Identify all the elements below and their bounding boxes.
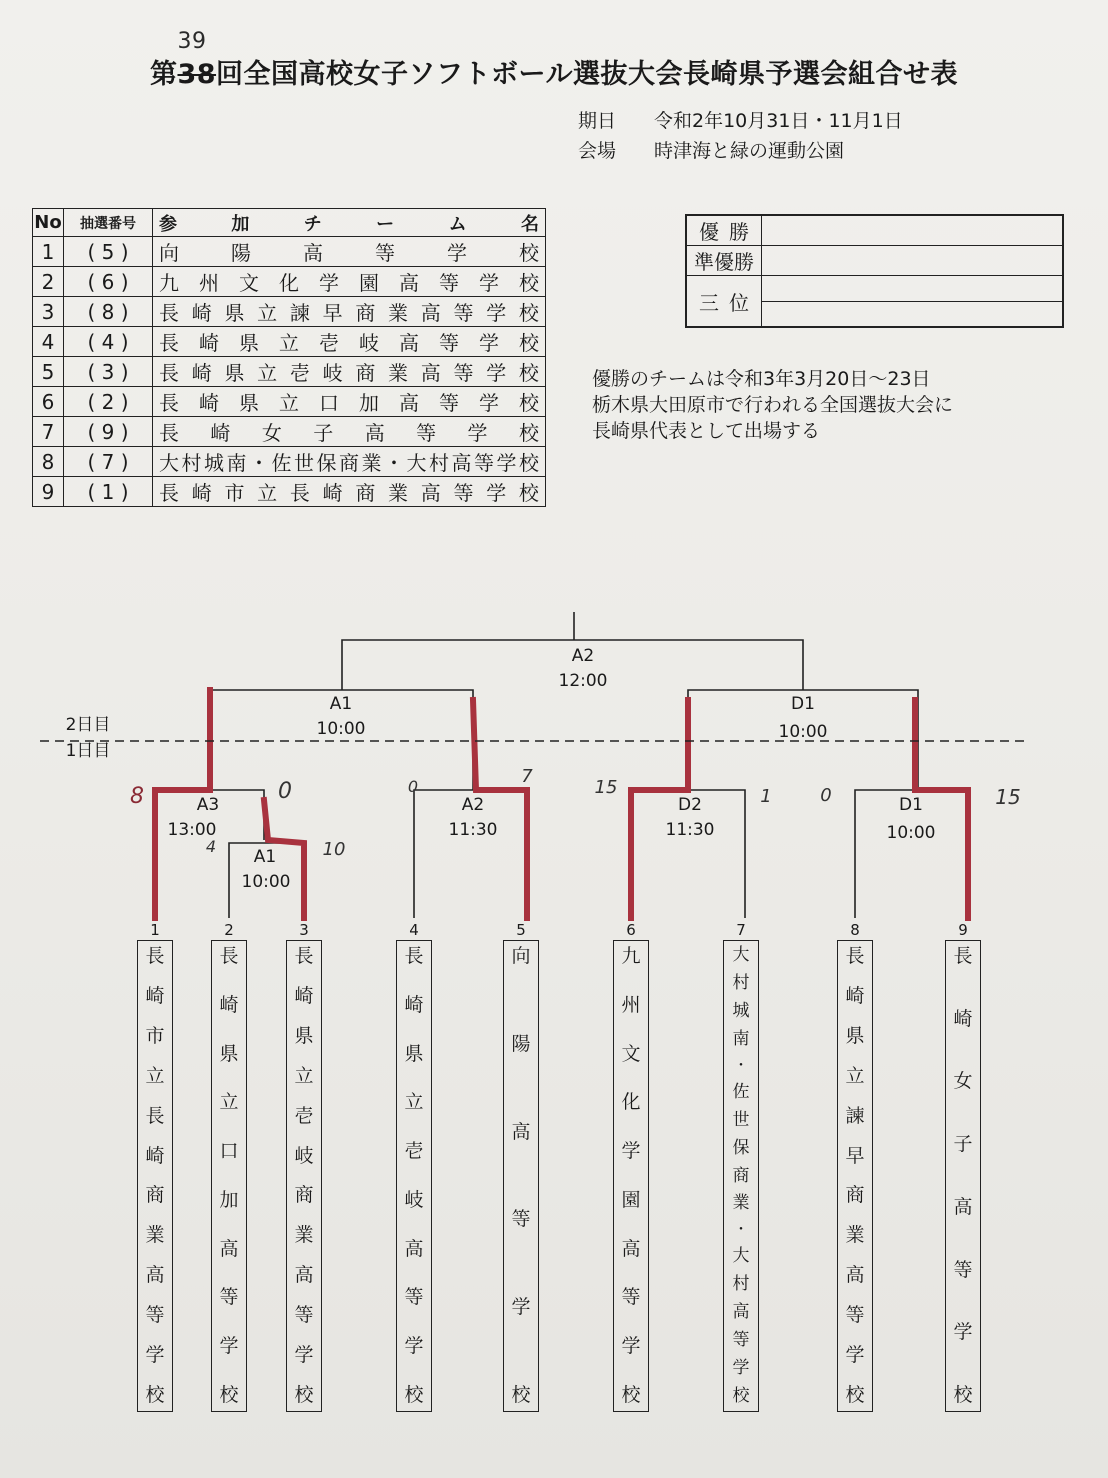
team-slot-box: 長 崎 県 立 口 加 高 等 学 校 (211, 940, 247, 1412)
slot-number: 3 (299, 921, 309, 939)
participant-name: 長 崎 市 立 長 崎 商 業 高 等 学 校 (159, 481, 539, 505)
event-venue: 会場 時津海と緑の運動公園 (578, 140, 845, 162)
participant-name: 長 崎 女 子 高 等 学 校 (159, 421, 539, 445)
participant-name: 九 州 文 化 学 園 高 等 学 校 (159, 271, 539, 295)
struck-edition-number: 39 38 (177, 29, 217, 90)
day2-label: 2日目 (65, 715, 111, 735)
participant-row: 4 ( 4 ) 長 崎 県 立 壱 岐 高 等 学 校 (33, 327, 546, 357)
score-slot2: 4 (205, 837, 217, 856)
game-a2-time: 11:30 (448, 820, 498, 840)
team-name-header: 参 加 チ ー ム 名 (159, 213, 539, 235)
slot-number: 8 (850, 921, 860, 939)
winner-label: 優 勝 (699, 220, 749, 244)
game-a2-code: A2 (461, 795, 485, 815)
score-slot9: 15 (995, 785, 1021, 809)
score-slot2-top: 0 (278, 779, 292, 804)
semi-right-time: 10:00 (778, 722, 828, 742)
slot-number: 2 (224, 921, 234, 939)
participant-row: 9 ( 1 ) 長 崎 市 立 長 崎 商 業 高 等 学 校 (33, 477, 546, 507)
day1-label: 1日目 (65, 741, 111, 761)
score-slot3: 10 (322, 839, 346, 860)
participant-name: 長 崎 県 立 口 加 高 等 学 校 (159, 391, 539, 415)
participants-table-header: No 抽選番号 参 加 チ ー ム 名 (33, 209, 546, 237)
participant-name: 長 崎 県 立 壱 岐 高 等 学 校 (159, 331, 539, 355)
page-title: 第 39 38回全国高校女子ソフトボール選抜大会長崎県予選会組合せ表 (149, 29, 959, 90)
game-a3-code: A3 (196, 795, 220, 815)
participant-row: 2 ( 6 ) 九 州 文 化 学 園 高 等 学 校 (33, 267, 546, 297)
slot-number: 6 (626, 921, 636, 939)
team-slot-box: 長 崎 県 立 壱 岐 高 等 学 校 (396, 940, 432, 1412)
team-slot-box: 大 村 城 南 ・ 佐 世 保 商 業 ・ 大 村 高 等 学 校 (723, 940, 759, 1412)
participant-name: 長 崎 県 立 壱 岐 商 業 高 等 学 校 (159, 361, 539, 385)
event-period: 期日 令和2年10月31日・11月1日 (578, 110, 903, 132)
third-label: 三 位 (699, 290, 749, 315)
game-d1-time: 10:00 (886, 823, 936, 843)
game-d1-code: D1 (899, 795, 923, 815)
semi-right-code: D1 (791, 694, 815, 714)
team-slot-box: 長 崎 県 立 諫 早 商 業 高 等 学 校 (837, 940, 873, 1412)
participant-row: 1 ( 5 ) 向 陽 高 等 学 校 (33, 237, 546, 267)
score-slot4: 0 (407, 777, 419, 796)
semi-left-time: 10:00 (316, 719, 366, 739)
game-a3-time: 13:00 (167, 820, 217, 840)
score-slot7: 1 (760, 786, 772, 807)
slot-number: 1 (150, 921, 160, 939)
final-game-code: A2 (571, 646, 595, 666)
score-slot1: 8 (130, 784, 144, 809)
participant-name: 向 陽 高 等 学 校 (159, 241, 539, 265)
game-d2-time: 11:30 (665, 820, 715, 840)
score-slot8: 0 (820, 785, 832, 806)
game-a1-code: A1 (253, 847, 277, 867)
slot-numbers (150, 921, 968, 939)
team-slot-box: 九 州 文 化 学 園 高 等 学 校 (613, 940, 649, 1412)
semi-left-code: A1 (329, 694, 353, 714)
participant-row: 5 ( 3 ) 長 崎 県 立 壱 岐 商 業 高 等 学 校 (33, 357, 546, 387)
handwritten-edition-number: 39 (177, 29, 207, 54)
slot-number: 4 (409, 921, 419, 939)
slot-number: 5 (516, 921, 526, 939)
slot-number: 9 (958, 921, 968, 939)
qualification-note: 優勝のチームは令和3年3月20日～23日 栃木県大田原市で行われる全国選抜大会に 長崎県代表として出場する (592, 368, 954, 442)
team-slot-box: 向 陽 高 等 学 校 (503, 940, 539, 1412)
game-d2-code: D2 (678, 795, 702, 815)
participant-row: 6 ( 2 ) 長 崎 県 立 口 加 高 等 学 校 (33, 387, 546, 417)
slot-number: 7 (736, 921, 746, 939)
final-game-time: 12:00 (558, 671, 608, 691)
runnerup-label: 準優勝 (686, 246, 762, 276)
team-slot-box: 長 崎 県 立 壱 岐 商 業 高 等 学 校 (286, 940, 322, 1412)
score-slot6: 15 (594, 777, 618, 798)
participant-row: 8 ( 7 ) 大 村 城 南 ・ 佐 世 保 商 業 ・ 大 村 高 等 学 校 (33, 447, 546, 477)
score-slot5: 7 (521, 766, 533, 787)
participant-row: 7 ( 9 ) 長 崎 女 子 高 等 学 校 (33, 417, 546, 447)
game-a1-time: 10:00 (241, 872, 291, 892)
participant-row: 3 ( 8 ) 長 崎 県 立 諫 早 商 業 高 等 学 校 (33, 297, 546, 327)
team-slot-box: 長 崎 市 立 長 崎 商 業 高 等 学 校 (137, 940, 173, 1412)
team-slot-box: 長 崎 女 子 高 等 学 校 (945, 940, 981, 1412)
participant-name: 長 崎 県 立 諫 早 商 業 高 等 学 校 (159, 301, 539, 325)
participant-name: 大 村 城 南 ・ 佐 世 保 商 業 ・ 大 村 高 等 学 校 (159, 451, 539, 475)
